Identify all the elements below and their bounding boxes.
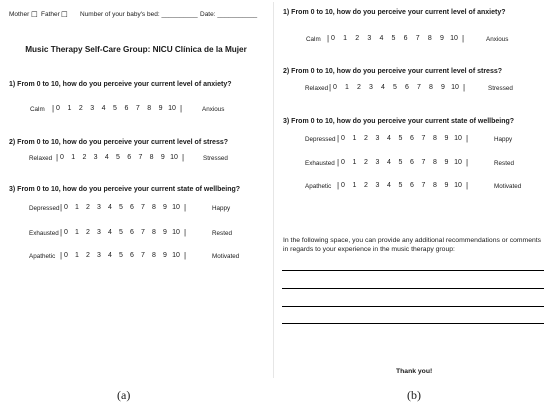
scale-option-5[interactable]: 5 (393, 84, 397, 91)
question-stress: 2) From 0 to 10, how do you perceive your current level of stress? (9, 139, 229, 146)
scale-option-1[interactable]: 1 (67, 105, 72, 112)
scale-option-4[interactable]: 4 (387, 135, 391, 142)
scale-option-5[interactable]: 5 (113, 105, 117, 112)
scale-option-6[interactable]: 6 (410, 182, 414, 189)
scale-start-bar: | (337, 181, 340, 190)
scale-option-4[interactable]: 4 (379, 35, 384, 42)
exhausted-anchor-label: Exhausted (29, 230, 59, 237)
bed-number-field[interactable]: Number of your baby's bed: __________ (80, 11, 198, 18)
scale-option-3[interactable]: 3 (369, 84, 373, 91)
scale-end-bar: | (466, 134, 469, 143)
scale-start-bar: | (327, 34, 330, 43)
scale-option-10[interactable]: 10 (172, 252, 180, 259)
scale-option-1[interactable]: 1 (75, 229, 79, 236)
scale-option-10[interactable]: 10 (172, 204, 180, 211)
scale-option-8[interactable]: 8 (427, 35, 432, 42)
scale-end-bar: | (182, 153, 185, 162)
scale-option-4[interactable]: 4 (381, 84, 385, 91)
scale-option-3[interactable]: 3 (97, 204, 101, 211)
motivated-anchor-label: Motivated (212, 253, 240, 260)
scale-option-5[interactable]: 5 (398, 182, 403, 189)
rested-anchor-label: Rested (212, 230, 232, 237)
comment-line[interactable] (282, 270, 544, 271)
scale-option-1[interactable]: 1 (352, 159, 357, 166)
scale-option-8[interactable]: 8 (147, 105, 152, 112)
scale-end-bar: | (466, 158, 469, 167)
scale-option-2[interactable]: 2 (86, 204, 90, 211)
happy-scale[interactable] (305, 135, 545, 145)
scale-option-9[interactable]: 9 (163, 204, 167, 211)
scale-start-bar: | (52, 104, 55, 113)
scale-option-2[interactable]: 2 (78, 105, 83, 112)
anxious-anchor-label: Anxious (202, 106, 225, 113)
scale-option-9[interactable]: 9 (163, 252, 167, 259)
comment-line[interactable] (282, 323, 544, 324)
recommendations-instructions: In the following space, you can provide any additional recommendations or comments in regards to your experience in the music therapy group: (283, 237, 542, 253)
scale-option-3[interactable]: 3 (367, 35, 372, 42)
scale-option-5[interactable]: 5 (119, 229, 123, 236)
scale-option-1[interactable]: 1 (75, 204, 79, 211)
scale-option-6[interactable]: 6 (410, 159, 414, 166)
scale-option-10[interactable]: 10 (454, 182, 462, 189)
scale-option-6[interactable]: 6 (127, 154, 132, 161)
scale-start-bar: | (60, 251, 63, 260)
scale-option-4[interactable]: 4 (387, 159, 391, 166)
scale-option-4[interactable]: 4 (108, 229, 112, 236)
scale-option-0[interactable]: 0 (333, 84, 337, 91)
scale-option-4[interactable]: 4 (108, 252, 112, 259)
motivated-scale[interactable] (305, 182, 545, 192)
scale-start-bar: | (56, 153, 59, 162)
comment-line[interactable] (282, 288, 544, 289)
scale-option-10[interactable]: 10 (168, 105, 176, 112)
scale-option-10[interactable]: 10 (451, 84, 459, 91)
scale-option-5[interactable]: 5 (391, 35, 396, 42)
scale-option-8[interactable]: 8 (433, 182, 437, 189)
anxiety-scale[interactable] (30, 105, 260, 115)
scale-option-6[interactable]: 6 (403, 35, 408, 42)
question-wellbeing: 3) From 0 to 10, how do you perceive your current state of wellbeing? (9, 186, 241, 193)
motivated-scale[interactable] (29, 252, 259, 262)
scale-option-1[interactable]: 1 (75, 252, 79, 259)
scale-option-2[interactable]: 2 (355, 35, 360, 42)
panel-divider (273, 2, 274, 378)
scale-option-6[interactable]: 6 (130, 229, 134, 236)
scale-option-6[interactable]: 6 (410, 135, 414, 142)
scale-option-0[interactable]: 0 (331, 35, 335, 42)
scale-option-3[interactable]: 3 (97, 252, 101, 259)
scale-option-7[interactable]: 7 (138, 154, 143, 161)
scale-option-5[interactable]: 5 (116, 154, 120, 161)
scale-option-10[interactable]: 10 (454, 159, 462, 166)
scale-option-8[interactable]: 8 (152, 204, 156, 211)
form-panel-a (0, 0, 272, 380)
scale-option-9[interactable]: 9 (441, 84, 445, 91)
form-title: Music Therapy Self-Care Group: NICU Clínica de la Mujer (25, 45, 247, 54)
scale-option-4[interactable]: 4 (101, 105, 106, 112)
scale-start-bar: | (337, 134, 340, 143)
scale-option-9[interactable]: 9 (444, 159, 449, 166)
scale-end-bar: | (463, 83, 466, 92)
scale-option-9[interactable]: 9 (158, 105, 163, 112)
question-stress: 2) From 0 to 10, how do you perceive your current level of stress? (283, 68, 503, 75)
date-field[interactable]: Date: ___________ (200, 11, 258, 18)
scale-option-3[interactable]: 3 (375, 159, 380, 166)
scale-option-7[interactable]: 7 (141, 229, 145, 236)
stressed-anchor-label: Stressed (488, 85, 513, 92)
happy-anchor-label: Happy (212, 205, 231, 212)
form-panel-b (276, 0, 550, 380)
rested-scale[interactable] (305, 159, 545, 169)
scale-option-7[interactable]: 7 (141, 204, 145, 211)
scale-option-5[interactable]: 5 (398, 135, 403, 142)
question-anxiety: 1) From 0 to 10, how do you perceive your current level of anxiety? (9, 81, 232, 88)
motivated-anchor-label: Motivated (494, 183, 522, 190)
scale-option-7[interactable]: 7 (415, 35, 420, 42)
scale-option-1[interactable]: 1 (352, 135, 357, 142)
scale-option-0[interactable]: 0 (341, 135, 345, 142)
caption-b: (b) (407, 388, 421, 402)
scale-option-9[interactable]: 9 (444, 135, 449, 142)
scale-option-8[interactable]: 8 (429, 84, 433, 91)
happy-scale[interactable] (29, 204, 259, 214)
scale-start-bar: | (337, 158, 340, 167)
scale-option-8[interactable]: 8 (152, 229, 156, 236)
scale-option-3[interactable]: 3 (97, 229, 101, 236)
scale-option-0[interactable]: 0 (341, 182, 345, 189)
scale-start-bar: | (60, 228, 63, 237)
calm-anchor-label: Calm (306, 36, 321, 43)
stressed-anchor-label: Stressed (203, 155, 228, 162)
comment-line[interactable] (282, 306, 544, 307)
father-checkbox[interactable]: ☐ (61, 10, 68, 19)
scale-option-1[interactable]: 1 (352, 182, 357, 189)
rested-anchor-label: Rested (494, 160, 514, 167)
scale-option-1[interactable]: 1 (345, 84, 349, 91)
stress-scale[interactable] (29, 154, 259, 164)
scale-option-6[interactable]: 6 (130, 204, 134, 211)
scale-option-2[interactable]: 2 (82, 154, 87, 161)
scale-option-0[interactable]: 0 (56, 105, 60, 112)
scale-option-7[interactable]: 7 (421, 182, 426, 189)
scale-option-6[interactable]: 6 (124, 105, 129, 112)
scale-option-7[interactable]: 7 (421, 159, 426, 166)
scale-option-3[interactable]: 3 (90, 105, 95, 112)
scale-option-4[interactable]: 4 (104, 154, 109, 161)
scale-end-bar: | (184, 251, 187, 260)
calm-anchor-label: Calm (30, 106, 45, 113)
scale-option-0[interactable]: 0 (64, 252, 68, 259)
scale-option-3[interactable]: 3 (375, 182, 380, 189)
rested-scale[interactable] (29, 229, 259, 239)
scale-option-8[interactable]: 8 (152, 252, 156, 259)
scale-start-bar: | (60, 203, 63, 212)
mother-checkbox[interactable]: ☐ (31, 10, 38, 19)
scale-option-5[interactable]: 5 (119, 252, 123, 259)
depressed-anchor-label: Depressed (305, 136, 336, 143)
scale-option-4[interactable]: 4 (108, 204, 112, 211)
scale-option-3[interactable]: 3 (93, 154, 98, 161)
anxious-anchor-label: Anxious (486, 36, 509, 43)
scale-option-5[interactable]: 5 (119, 204, 123, 211)
scale-end-bar: | (184, 203, 187, 212)
scale-option-7[interactable]: 7 (135, 105, 140, 112)
apathetic-anchor-label: Apathetic (29, 253, 56, 260)
scale-option-1[interactable]: 1 (343, 35, 348, 42)
scale-option-10[interactable]: 10 (170, 154, 178, 161)
scale-option-6[interactable]: 6 (405, 84, 409, 91)
scale-option-8[interactable]: 8 (149, 154, 154, 161)
father-label: Father (41, 11, 60, 18)
scale-start-bar: | (329, 83, 332, 92)
scale-option-3[interactable]: 3 (375, 135, 380, 142)
scale-option-0[interactable]: 0 (341, 159, 345, 166)
apathetic-anchor-label: Apathetic (305, 183, 332, 190)
scale-option-0[interactable]: 0 (64, 229, 68, 236)
scale-option-2[interactable]: 2 (364, 182, 368, 189)
scale-option-2[interactable]: 2 (364, 135, 368, 142)
anxiety-scale[interactable] (306, 35, 546, 45)
question-wellbeing: 3) From 0 to 10, how do you perceive your current state of wellbeing? (283, 118, 515, 125)
scale-option-8[interactable]: 8 (433, 159, 437, 166)
scale-option-7[interactable]: 7 (417, 84, 421, 91)
stress-scale[interactable] (305, 84, 545, 94)
scale-option-2[interactable]: 2 (86, 229, 90, 236)
relaxed-anchor-label: Relaxed (29, 155, 53, 162)
relaxed-anchor-label: Relaxed (305, 85, 329, 92)
scale-option-0[interactable]: 0 (60, 154, 64, 161)
caption-a: (a) (117, 388, 131, 402)
thank-you-text: Thank you! (396, 368, 433, 375)
scale-option-10[interactable]: 10 (454, 135, 462, 142)
scale-end-bar: | (466, 181, 469, 190)
scale-option-1[interactable]: 1 (71, 154, 76, 161)
scale-end-bar: | (462, 34, 465, 43)
scale-option-0[interactable]: 0 (64, 204, 68, 211)
scale-option-9[interactable]: 9 (444, 182, 449, 189)
scale-option-9[interactable]: 9 (160, 154, 165, 161)
scale-option-5[interactable]: 5 (398, 159, 403, 166)
scale-option-9[interactable]: 9 (163, 229, 167, 236)
depressed-anchor-label: Depressed (29, 205, 60, 212)
scale-option-8[interactable]: 8 (433, 135, 437, 142)
happy-anchor-label: Happy (494, 136, 513, 143)
exhausted-anchor-label: Exhausted (305, 160, 335, 167)
scale-option-2[interactable]: 2 (364, 159, 368, 166)
mother-label: Mother (9, 11, 30, 18)
scale-option-7[interactable]: 7 (421, 135, 426, 142)
scale-option-4[interactable]: 4 (387, 182, 391, 189)
scale-end-bar: | (180, 104, 183, 113)
scale-option-9[interactable]: 9 (439, 35, 444, 42)
scale-option-2[interactable]: 2 (357, 84, 361, 91)
scale-end-bar: | (184, 228, 187, 237)
scale-option-6[interactable]: 6 (130, 252, 134, 259)
scale-option-10[interactable]: 10 (172, 229, 180, 236)
scale-option-10[interactable]: 10 (450, 35, 458, 42)
scale-option-2[interactable]: 2 (86, 252, 90, 259)
scale-option-7[interactable]: 7 (141, 252, 145, 259)
question-anxiety: 1) From 0 to 10, how do you perceive your current level of anxiety? (283, 9, 506, 16)
